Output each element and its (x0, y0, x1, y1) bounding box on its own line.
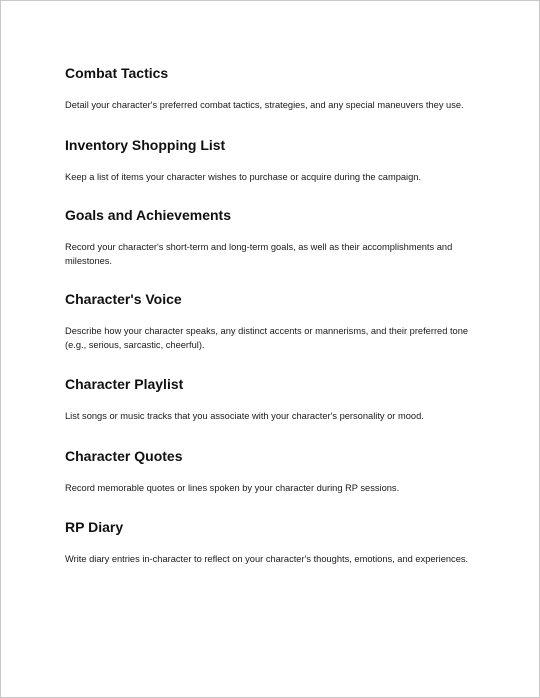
section-description: Record your character's short-term and long-term goals, as well as their accomplishments and milestones. (65, 242, 453, 266)
section-description: Keep a list of items your character wishes to purchase or acquire during the campaign. (65, 171, 422, 182)
section-description: List songs or music tracks that you associate with your character's personality or mood. (65, 411, 424, 421)
section-description: Detail your character's preferred combat tactics, strategies, and any special maneuvers they use. (65, 100, 464, 110)
section-description: Record memorable quotes or lines spoken by your character during RP sessions. (65, 482, 400, 493)
document-content (65, 64, 475, 567)
section-character-playlist (65, 375, 475, 424)
section-inventory-shopping-list (65, 136, 475, 185)
section-heading: Goals and Achievements (65, 207, 231, 223)
section-combat-tactics (65, 64, 475, 113)
section-heading: Character's Voice (65, 291, 182, 307)
section-goals-and-achievements (65, 206, 475, 268)
section-character-quotes (65, 447, 475, 496)
section-heading: Inventory Shopping List (65, 136, 226, 153)
section-heading: RP Diary (65, 519, 124, 535)
section-heading: Character Quotes (65, 447, 183, 464)
section-rp-diary (65, 518, 475, 567)
section-heading: Combat Tactics (65, 65, 169, 81)
section-characters-voice (65, 290, 475, 352)
section-description: Write diary entries in-character to reflect on your character's thoughts, emotions, and experiences. (65, 554, 469, 564)
section-heading: Character Playlist (65, 376, 184, 392)
section-description: Describe how your character speaks, any distinct accents or mannerisms, and their preferred tone (e.g., serious, sarcastic, cheerful). (65, 326, 469, 350)
